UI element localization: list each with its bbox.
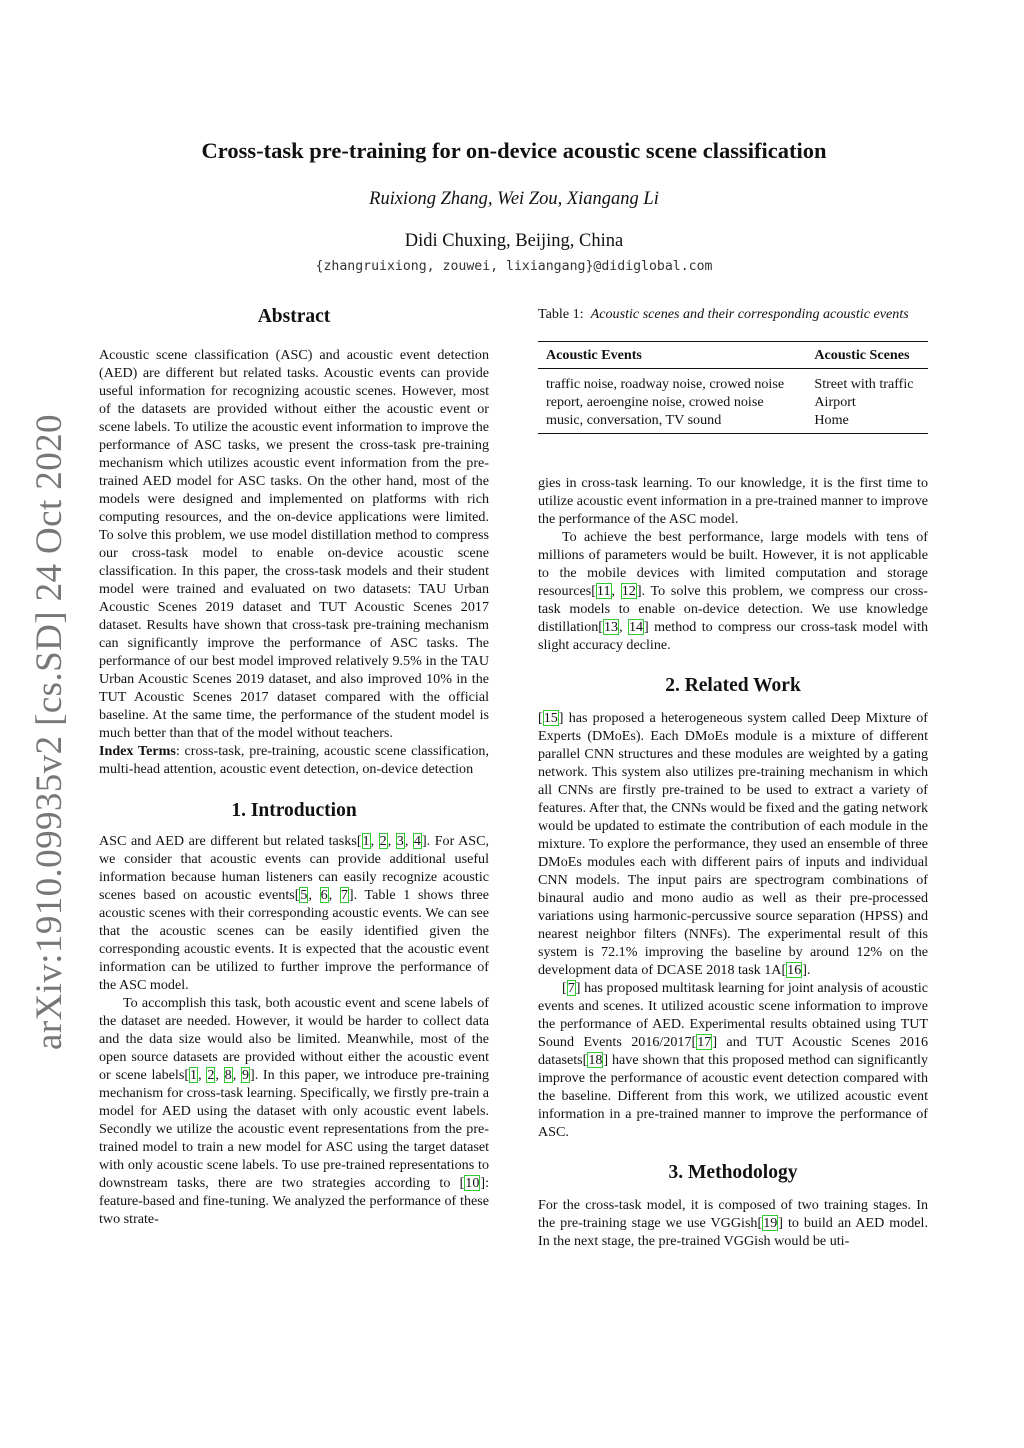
intro-paragraph-1: ASC and AED are different but related tasks[1, 2, 3, 4]. For ASC, we consider that acoustic events can provide additional useful information because human listeners can easily recognize acoustic scenes based on acoustic events[5, 6, 7]. Table 1 shows three acoustic scenes with their corresponding acoustic events. We can see that the acoustic scenes can be easily identified given the corresponding acoustic events. It is expected that the acoustic event information can be utilized to further improve the performance of the ASC model. (99, 833, 490, 993)
table-cell-events: music, conversation, TV sound (546, 412, 722, 428)
paper-authors: Ruixiong Zhang, Wei Zou, Xiangang Li (369, 189, 659, 209)
citation-link[interactable]: 9 (241, 1067, 249, 1083)
table-row (538, 411, 928, 434)
index-terms (99, 742, 489, 778)
left-column (99, 305, 489, 1228)
related-work-heading: 2. Related Work (665, 675, 801, 696)
citation-link[interactable]: 12 (621, 583, 636, 599)
citation-link[interactable]: 10 (465, 1175, 480, 1191)
citation-link[interactable]: 19 (763, 1215, 778, 1231)
citation-link[interactable]: 4 (413, 833, 421, 849)
index-terms-text: : cross-task, pre-training, acoustic scene classification, multi-head attention, acoustic event detection, on-device detection (99, 743, 489, 777)
intro-heading: 1. Introduction (231, 800, 357, 821)
table-caption-text: Acoustic scenes and their corresponding acoustic events (590, 306, 909, 322)
table-label: Table 1: (538, 306, 584, 322)
citation-link[interactable]: 8 (224, 1067, 232, 1083)
table-row (538, 393, 928, 411)
citation-link[interactable]: 13 (604, 619, 619, 635)
right-column (538, 305, 928, 1250)
abstract-heading: Abstract (257, 306, 331, 327)
table-cell-scene: Airport (814, 394, 856, 410)
paper-emails: {zhangruixiong, zouwei, lixiangang}@didiglobal.com (315, 259, 713, 274)
table-cell-events: traffic noise, roadway noise, crowed noise (546, 376, 785, 392)
citation-link[interactable]: 3 (396, 833, 404, 849)
citation-link[interactable]: 16 (787, 962, 802, 978)
citation-link[interactable]: 18 (588, 1052, 603, 1068)
methodology-paragraph-1: For the cross-task model, it is composed of two training stages. In the pre-training stage we use VGGish[19] to build an AED model. In the next stage, the pre-trained VGGish would be uti- (538, 1197, 928, 1249)
intro-paragraph-2: To accomplish this task, both acoustic event and scene labels of the dataset are needed. However, it would be harder to collect data and the data size would also be limited. Meanwhile, most of the open source datasets are provided without either the acoustic event or scene labels[1, 2, 8, 9]. In this paper, we introduce pre-training mechanism for cross-task learning. Specifically, we firstly pre-train a model for AED using the dataset with only acoustic event labels. Secondly we utilize the acoustic event representations from the pre-trained model to train a new model for ASC using the target dataset with only acoustic scene labels. To use pre-trained representations to downstream tasks, there are two strategies according to [10]: feature-based and fine-tuning. We analyzed the performance of these two strate- (99, 995, 490, 1227)
intro-continuation: gies in cross-task learning. To our knowledge, it is the first time to utilize acoustic event information in a pre-trained manner to improve the performance of the ASC model. (538, 475, 928, 527)
citation-link[interactable]: 2 (379, 833, 387, 849)
intro-paragraph-3: To achieve the best performance, large models with tens of millions of parameters would be built. However, it is not applicable to the mobile devices with limited computation and storage resources[11, 12]. To solve this problem, we compress our cross-task models to enable on-device detection. We use knowledge distillation[13, 14] method to compress our cross-task model with slight accuracy decline. (538, 529, 928, 653)
citation-link[interactable]: 2 (207, 1067, 215, 1083)
citation-link[interactable]: 17 (697, 1034, 712, 1050)
table-header-row (538, 342, 928, 369)
related-work-paragraph-1: [15] has proposed a heterogeneous system called Deep Mixture of Experts (DMoEs). Each DMoEs module is a mixture of different parallel CNN structures and these modules are weighted by a gating network. This system also utilizes pre-training mechanism in which all CNNs are firstly pre-trained to be used to extract a variety of features. After that, the CNNs would be fixed and the gating network would be updated to estimate the contribution of each module in the mixture. To explore the performance, they used an ensemble of three DMoEs modules each with different pairs of inputs and individual CNN models. The input pairs are spectrogram combinations of binaural audio and mono audio as well as their pre-processed variations using harmonic-percussive source separation (HPSS) and nearest neighbor filters (NNFs). The experimental result of this system is 72.1% improving the baseline by around 12% on the development data of DCASE 2018 task 1A[16]. (538, 710, 928, 978)
citation-link[interactable]: 1 (190, 1067, 198, 1083)
table-caption (538, 305, 928, 323)
paper-title: Cross-task pre-training for on-device acoustic scene classification (201, 138, 827, 163)
col-acoustic-events: Acoustic Events (546, 347, 642, 363)
citation-link[interactable]: 14 (628, 619, 644, 635)
col-acoustic-scenes: Acoustic Scenes (814, 347, 910, 363)
table-cell-scene: Street with traffic (814, 376, 914, 392)
citation-link[interactable]: 1 (362, 833, 370, 849)
citation-link[interactable]: 15 (543, 710, 558, 726)
citation-link[interactable]: 6 (320, 887, 328, 903)
citation-link[interactable]: 11 (596, 583, 611, 599)
related-work-paragraph-2: [7] has proposed multitask learning for joint analysis of acoustic events and scenes. It utilized acoustic scene information to improve the performance of AED. Experimental results obtained using TUT Sound Events 2016/2017[17] and TUT Acoustic Scenes 2016 datasets[18] have shown that this proposed method can significantly improve the performance of acoustic event detection compared with the baseline. Different from this work, we utilized acoustic event information in a pre-trained manner to improve the performance of ASC. (538, 980, 928, 1140)
arxiv-stamp[interactable]: arXiv:1910.09935v2 [cs.SD] 24 Oct 2020 (29, 414, 70, 1050)
table-cell-events: report, aeroengine noise, crowed noise (546, 394, 764, 410)
paper-affiliation: Didi Chuxing, Beijing, China (404, 231, 624, 251)
events-table (538, 341, 928, 434)
citation-link[interactable]: 7 (567, 980, 575, 996)
citation-link[interactable]: 5 (300, 887, 308, 903)
index-terms-label: Index Terms (99, 743, 176, 759)
citation-link[interactable]: 7 (340, 887, 348, 903)
table-cell-scene: Home (814, 412, 849, 428)
table-row (538, 369, 928, 394)
abstract-text: Acoustic scene classification (ASC) and acoustic event detection (AED) are different but related tasks. Acoustic events can provide useful information for recognizing acoustic scenes. However, most of the datasets are provided without either the acoustic event or scene labels. To utilize the acoustic event information to improve the performance of ASC tasks, we present the cross-task pre-training mechanism which utilizes acoustic event information from the pre-trained AED model for ASC tasks. On the other hand, most of the models were designed and implemented on platforms with rich computing resources, and the on-device applications were limited. To solve this problem, we use model distillation method to compress our cross-task model to enable on-device acoustic scene classification. In this paper, the cross-task models and their student model were trained and evaluated on two datasets: TAU Urban Acoustic Scenes 2019 dataset and TUT Acoustic Scenes 2017 dataset. Results have shown that cross-task pre-training mechanism can significantly improve the performance of ASC tasks. The performance of our best model improved relatively 9.5% in the TAU Urban Acoustic Scenes 2019 dataset, and also improved 10% in the TUT Acoustic Scenes 2017 dataset compared with the official baseline. At the same time, the performance of the student model is much better than that of the model without teachers. (99, 347, 489, 741)
methodology-heading: 3. Methodology (668, 1162, 798, 1183)
